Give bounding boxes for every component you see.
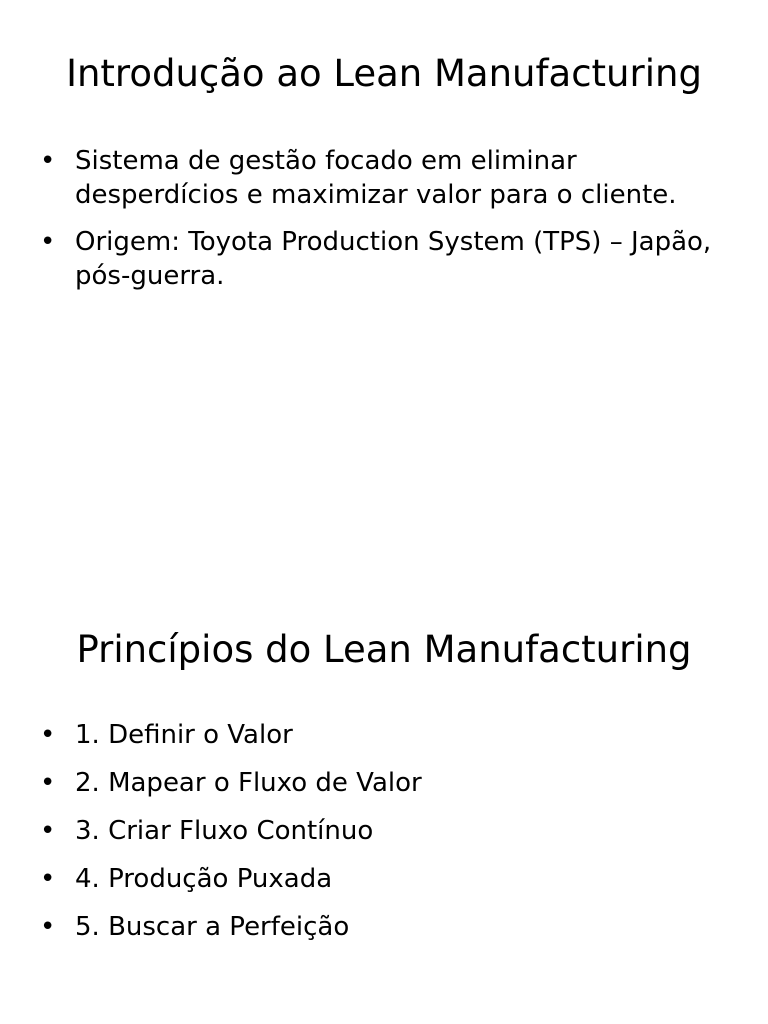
bullet-item [40,718,730,752]
bullet-list [40,144,730,306]
slide-title: Introdução ao Lean Manufacturing [66,52,702,95]
bullet-icon: • [40,768,56,798]
bullet-item [40,862,730,896]
bullet-icon: • [40,146,56,176]
bullet-icon: • [40,864,56,894]
bullet-item [40,144,730,212]
bullet-icon: • [40,816,56,846]
slide-principios [0,512,768,1024]
bullet-item [40,766,730,800]
slide-title: Princípios do Lean Manufacturing [76,628,692,671]
bullet-icon: • [40,912,56,942]
bullet-text: 1. Definir o Valor [75,720,293,750]
bullet-item [40,225,730,293]
bullet-text: 5. Buscar a Perfeição [75,912,350,942]
bullet-text: Sistema de gestão focado em eliminar desperdícios e maximizar valor para o cliente. [75,146,677,210]
bullet-text: 2. Mapear o Fluxo de Valor [75,768,422,798]
bullet-icon: • [40,227,56,257]
bullet-icon: • [40,720,56,750]
bullet-text: Origem: Toyota Production System (TPS) – Japão, pós-guerra. [75,227,712,291]
bullet-item [40,910,730,944]
bullet-list [40,718,730,958]
bullet-text: 3. Criar Fluxo Contínuo [75,816,374,846]
bullet-item [40,814,730,848]
bullet-text: 4. Produção Puxada [75,864,333,894]
